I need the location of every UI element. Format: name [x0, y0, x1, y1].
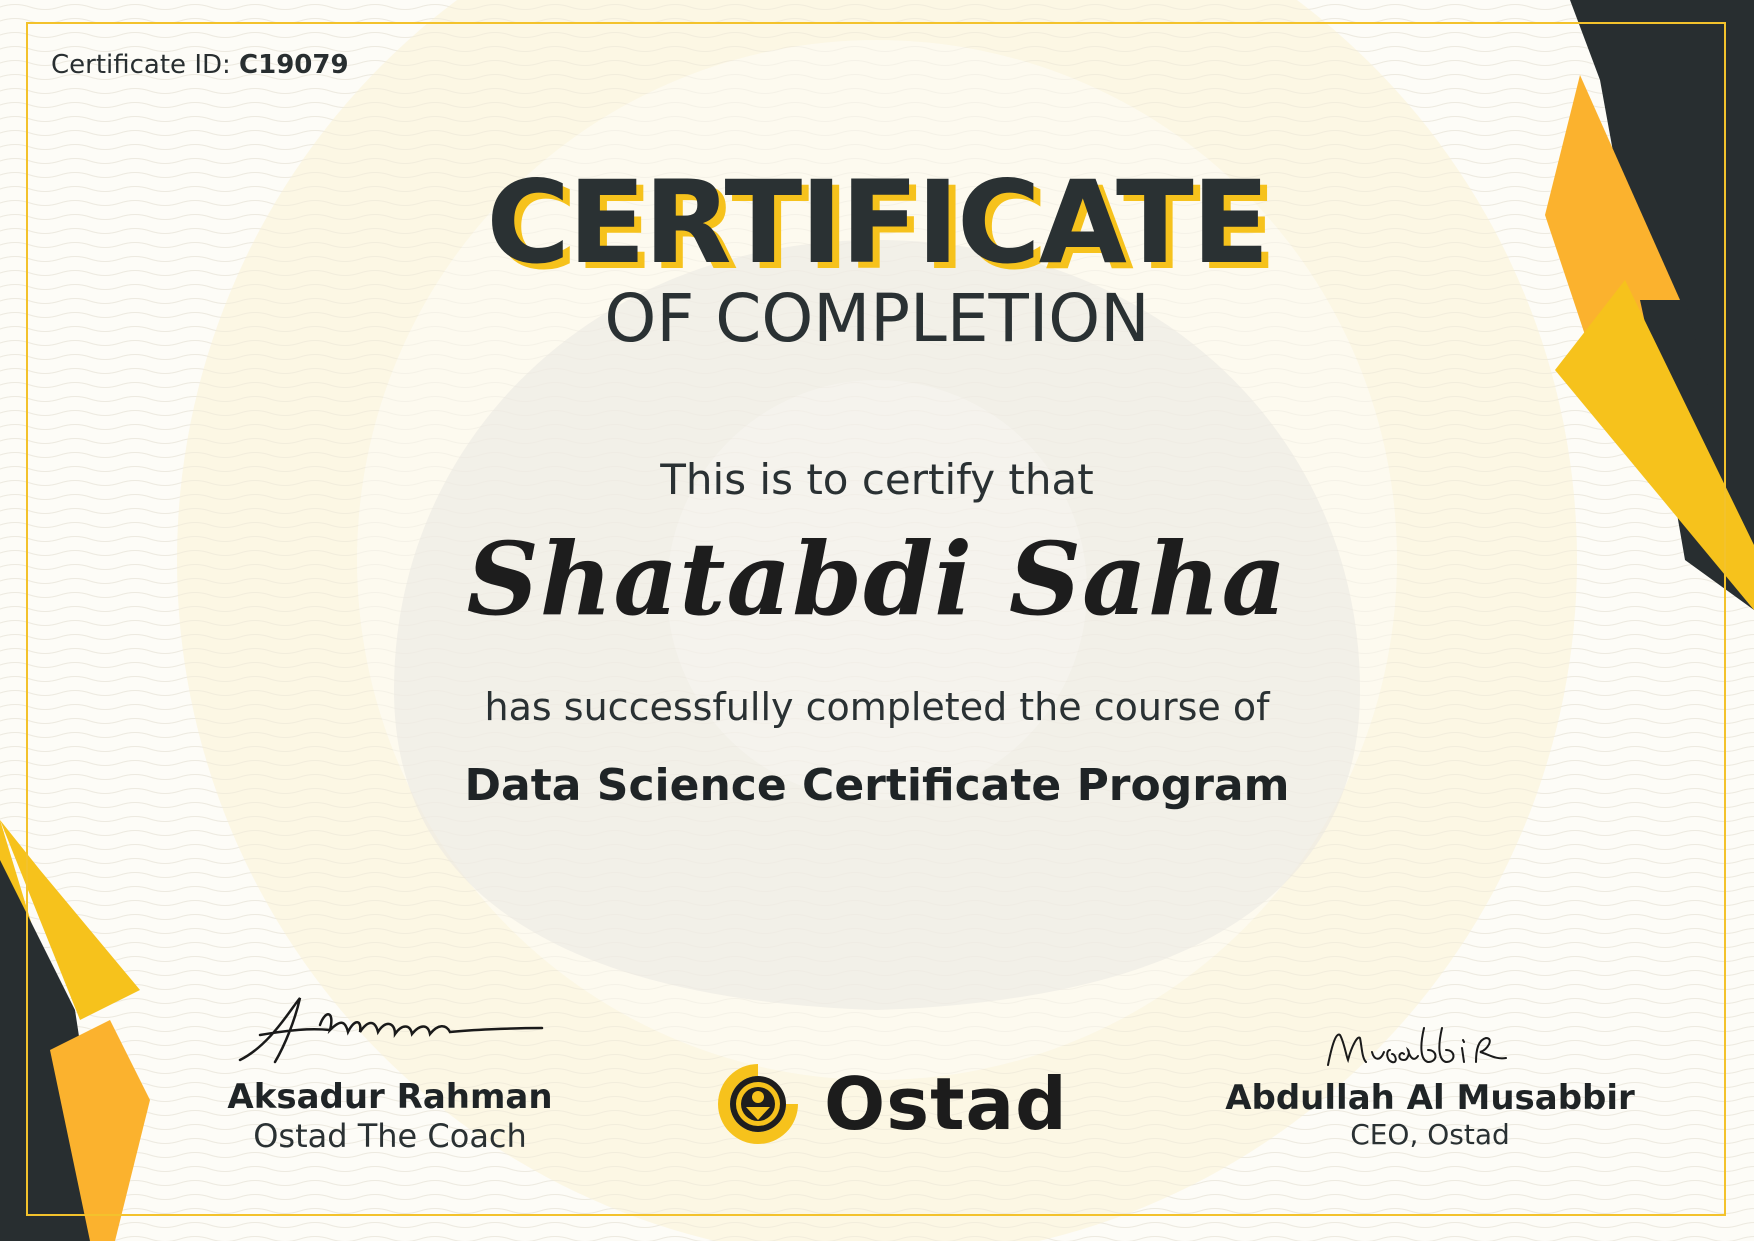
signatory-right-name: Abdullah Al Musabbir [1225, 1078, 1635, 1118]
ostad-logo-text: Ostad [824, 1062, 1068, 1146]
signature-right-image [1320, 1020, 1550, 1075]
certificate-id-value: C19079 [239, 50, 349, 80]
certificate-title: CERTIFICATE [486, 156, 1268, 289]
signatory-left [200, 1077, 580, 1155]
certificate-id [51, 50, 349, 80]
ostad-logo-icon [714, 1060, 802, 1148]
signatory-right-role: CEO, Ostad [1350, 1118, 1510, 1151]
certify-text: This is to certify that [660, 455, 1094, 504]
signatory-left-role: Ostad The Coach [253, 1117, 527, 1155]
signatory-left-name: Aksadur Rahman [227, 1077, 553, 1117]
completed-text: has successfully completed the course of [484, 685, 1270, 729]
signature-left-image [230, 990, 550, 1070]
recipient-name: Shatabdi Saha [466, 520, 1288, 638]
signatory-right [1215, 1078, 1645, 1151]
certificate-subtitle: OF COMPLETION [604, 280, 1150, 357]
course-name: Data Science Certificate Program [464, 760, 1290, 811]
ostad-logo [714, 1060, 1068, 1148]
certificate-id-label: Certificate ID: [51, 50, 240, 80]
